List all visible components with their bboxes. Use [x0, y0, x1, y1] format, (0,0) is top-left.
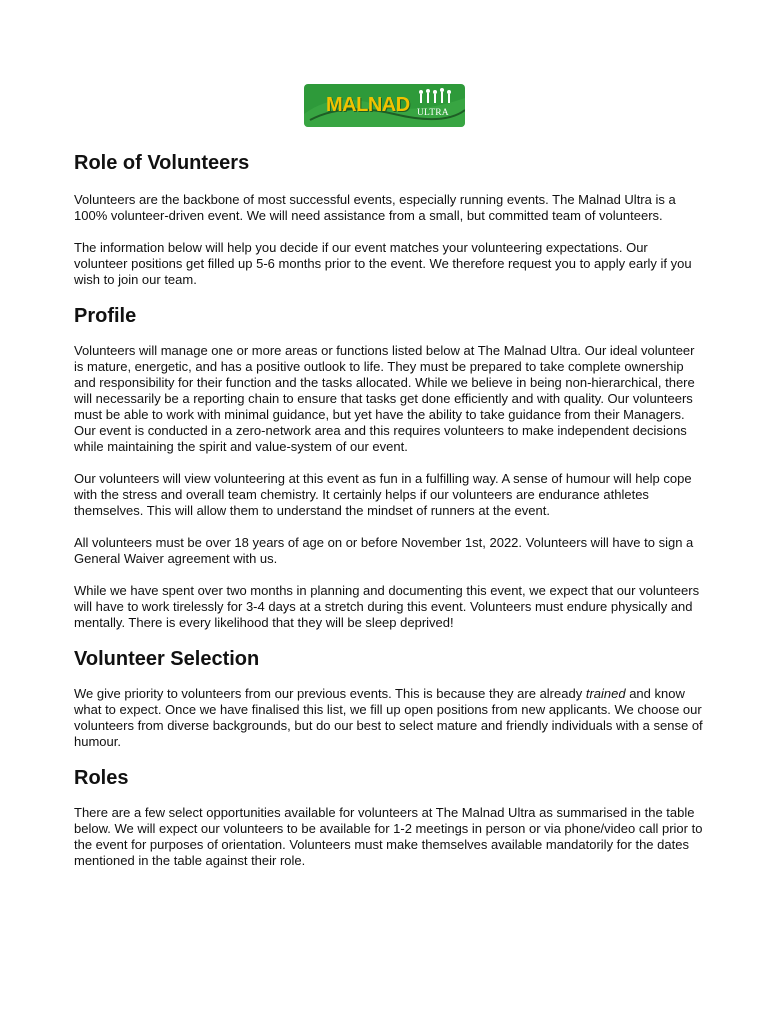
volunteer-selection-heading: Volunteer Selection	[74, 648, 260, 670]
page-title: Role of Volunteers	[74, 152, 250, 174]
roles-heading: Roles	[74, 767, 129, 789]
logo-wordmark: MALNAD	[326, 94, 410, 116]
intro-paragraph-2: The information below will help you decide if our event matches your volunteering expectations. Our volunteer positions get filled up 5-6 months prior to the event. We therefore request you to apply early if you wish to join our team.	[74, 240, 692, 287]
profile-paragraph-3: All volunteers must be over 18 years of age on or before November 1st, 2022. Volunteers will have to sign a General Waiver agreement with us.	[74, 535, 694, 566]
malnad-ultra-logo	[304, 84, 465, 127]
profile-paragraph-4: While we have spent over two months in planning and documenting this event, we expect that our volunteers will have to work tirelessly for 3-4 days at a stretch during this event. Volunteers must endure physically and mentally. There is every likelihood that they will be sleep deprived!	[74, 583, 700, 630]
profile-paragraph-2: Our volunteers will view volunteering at this event as fun in a fulfilling way. A sense of humour will help cope with the stress and overall team chemistry. It certainly helps if our volunteers are endurance athletes themselves. This will allow them to understand the mindset of runners at the event.	[74, 471, 692, 518]
profile-paragraph-1: Volunteers will manage one or more areas or functions listed below at The Malnad Ultra. Our ideal volunteer is mature, energetic, and has a positive outlook to life. They must be prepared to take complete ownership and responsibility for their function and the tasks allocated. While we believe in being non-hierarchical, there will necessarily be a reporting chain to ensure that tasks get done efficiently and with quality. Our volunteers must be able to work with minimal guidance, but yet have the ability to take guidance from their Managers. Our event is conducted in a zero-network area and this requires volunteers to make independent decisions while maintaining the spirit and value-system of our event.	[74, 343, 695, 454]
logo-subtext: ULTRA	[417, 108, 449, 118]
selection-text-start: We give priority to volunteers from our previous events. This is because they are already	[74, 686, 586, 701]
profile-heading: Profile	[74, 305, 137, 327]
selection-paragraph	[74, 686, 704, 750]
document-content	[74, 150, 704, 869]
intro-paragraph-1: Volunteers are the backbone of most successful events, especially running events. The Malnad Ultra is a 100% volunteer-driven event. We will need assistance from a small, but committed team of volunteers.	[74, 192, 676, 223]
roles-paragraph: There are a few select opportunities available for volunteers at The Malnad Ultra as summarised in the table below. We will expect our volunteers to be available for 1-2 meetings in person or via phone/video call prior to the event for purposes of orientation. Volunteers must make themselves available mandatorily for the dates mentioned in the table against their role.	[74, 805, 703, 868]
selection-emphasis: trained	[585, 686, 626, 701]
selection-text-end: and know what to expect. Once we have finalised this list, we fill up open positions from new applicants. We choose our volunteers from diverse backgrounds, but do our best to select mature and friendly individuals with a sense of humour.	[74, 686, 703, 749]
